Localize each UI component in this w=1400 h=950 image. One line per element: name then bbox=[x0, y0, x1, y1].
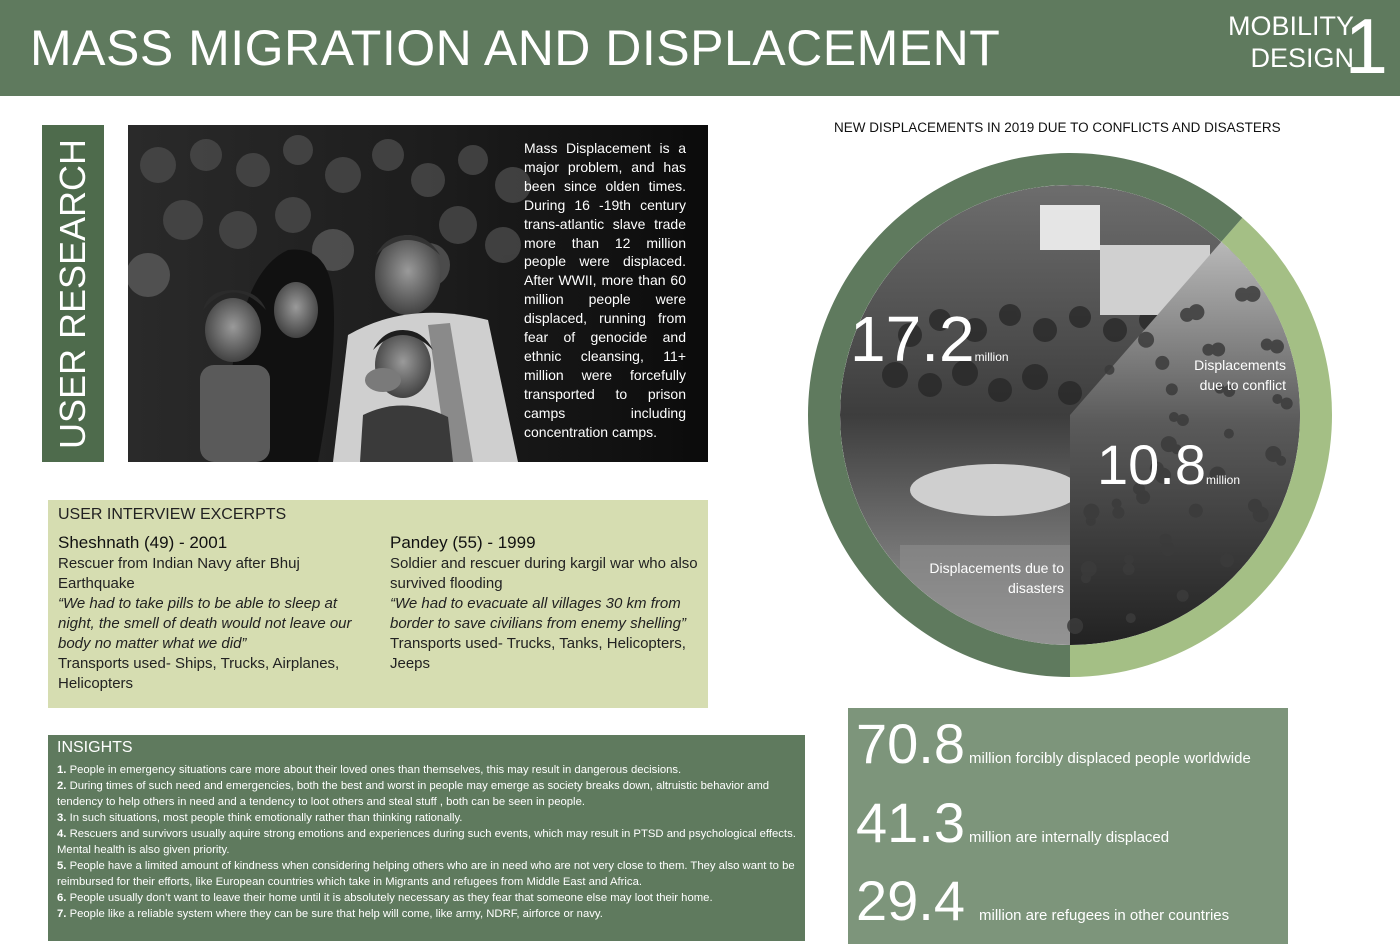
photo-texture-dot bbox=[1138, 332, 1154, 348]
pie-value-disasters bbox=[850, 303, 1009, 375]
course-number: 1 bbox=[1344, 2, 1388, 90]
insight-item: 1. People in emergency situations care more about their loved ones than themselves, this may result in dangerous decisions. bbox=[57, 764, 682, 776]
photo-texture-dot bbox=[1189, 504, 1203, 518]
stats-panel bbox=[848, 708, 1288, 944]
user-research-label: USER RESEARCH bbox=[52, 138, 93, 449]
interview-excerpts-panel bbox=[48, 500, 708, 708]
intro-text: Mass Displacement is a major problem, and has been since olden times. During 16 -19th century trans-atlantic slave trade more than 12 million people were displaced. After WWII, more than 60 million people were displaced, running from fear of genocide and ethnic cleansing, 11+ million were forcefully transported to prison camps including concentration camps. bbox=[524, 140, 686, 440]
pie-value-disasters-unit: million bbox=[974, 350, 1009, 364]
interviewee-name: Pandey (55) - 1999 bbox=[390, 533, 536, 552]
insight-item: 2. During times of such need and emergencies, both the best and worst in people may emerge as society breaks down, altruistic behavior amd tendency to help others in need and a tendency to loot others and steal stuff , both can be seen in people. bbox=[57, 780, 770, 808]
user-research-label-wrap bbox=[44, 125, 102, 462]
interviewee-role: Rescuer from Indian Navy after Bhuj Earthquake bbox=[58, 555, 300, 592]
interview-heading: USER INTERVIEW EXCERPTS bbox=[58, 506, 287, 523]
pie-label-conflict: Displacements due to conflict bbox=[1194, 357, 1286, 393]
crowd-photo bbox=[128, 125, 708, 462]
photo-texture-dot bbox=[1169, 412, 1179, 422]
interview-quote: “We had to evacuate all villages 30 km from border to save civilians from enemy shelling” bbox=[390, 595, 686, 632]
stat-description: million are refugees in other countries bbox=[979, 907, 1230, 924]
photo-texture-dot bbox=[1248, 499, 1262, 513]
photo-texture-dot bbox=[1083, 504, 1099, 520]
photo-texture-dot bbox=[1265, 446, 1281, 462]
photo-texture-dot bbox=[1220, 553, 1234, 567]
interview-transport: Transports used- Trucks, Tanks, Helicopters, Jeeps bbox=[390, 635, 686, 672]
photo-texture-dot bbox=[1124, 554, 1134, 564]
course-line-1: MOBILITY bbox=[1227, 11, 1354, 41]
interview-transport: Transports used- Ships, Trucks, Airplanes, Helicopters bbox=[58, 655, 340, 692]
interview-entry bbox=[58, 532, 370, 694]
photo-texture-dot bbox=[1177, 590, 1189, 602]
photo-texture-dot bbox=[1261, 339, 1273, 351]
stat-value: 41.3 bbox=[856, 791, 965, 854]
photo-texture-dot bbox=[1155, 356, 1169, 370]
pie-value-conflict bbox=[1097, 433, 1241, 496]
stat-row bbox=[856, 869, 1230, 932]
pie-value-conflict-number: 10.8 bbox=[1097, 433, 1206, 496]
insight-item: 6. People usually don’t want to leave their home until it is absolutely necessary as they fear that someone else may loot their home. bbox=[57, 892, 713, 904]
insight-item: 4. Rescuers and survivors usually aquire strong emotions and experiences during such events, which may result in PTSD and psychological effects. Mental health is also given priority. bbox=[57, 828, 796, 856]
photo-texture-dot bbox=[1272, 394, 1282, 404]
interview-entry bbox=[390, 532, 702, 674]
photo-texture-dot bbox=[1112, 498, 1122, 508]
photo-texture-dot bbox=[1067, 618, 1083, 634]
stat-row bbox=[856, 791, 1170, 854]
insight-item: 3. In such situations, most people think emotionally rather than thinking rationally. bbox=[57, 812, 463, 824]
photo-texture-dot bbox=[1126, 613, 1136, 623]
page-title: MASS MIGRATION AND DISPLACEMENT bbox=[30, 20, 1001, 76]
photo-texture-dot bbox=[1202, 344, 1214, 356]
stat-description: million forcibly displaced people worldwide bbox=[969, 750, 1251, 767]
header-bar bbox=[0, 0, 1400, 96]
photo-texture-dot bbox=[1180, 308, 1194, 322]
photo-texture-dot bbox=[1160, 534, 1172, 546]
insight-item: 7. People like a reliable system where they can be sure that help will come, like army, NDRF, airforce or navy. bbox=[57, 908, 603, 920]
interview-quote: “We had to take pills to be able to sleep at night, the smell of death would not leave our body no matter what we did” bbox=[58, 595, 352, 652]
stat-value: 70.8 bbox=[856, 712, 965, 775]
insights-list bbox=[57, 762, 802, 922]
photo-texture-dot bbox=[1281, 398, 1293, 410]
pie-value-conflict-unit: million bbox=[1206, 473, 1241, 487]
pie-value-disasters-number: 17.2 bbox=[850, 303, 975, 375]
stat-value: 29.4 bbox=[856, 869, 965, 932]
photo-texture-dot bbox=[1112, 507, 1124, 519]
photo-texture-dot bbox=[1104, 365, 1114, 375]
insight-item: 5. People have a limited amount of kindness when considering helping others who are in need who are not very close to them. They also want to be reimbursed for their efforts, like European countries which take in Migrants and refugees from Middle East and Africa. bbox=[57, 860, 795, 888]
photo-texture-dot bbox=[1123, 563, 1135, 575]
insights-heading: INSIGHTS bbox=[57, 739, 133, 756]
photo-texture-dot bbox=[1235, 288, 1249, 302]
insights-panel bbox=[48, 735, 805, 941]
displacement-pie-chart bbox=[800, 145, 1340, 685]
pie-label-disasters: Displacements due to disasters bbox=[929, 560, 1064, 596]
pie-svg bbox=[800, 145, 1340, 685]
course-line-2: DESIGN bbox=[1250, 43, 1354, 73]
photo-texture-dot bbox=[1081, 561, 1097, 577]
interviewee-name: Sheshnath (49) - 2001 bbox=[58, 533, 228, 552]
interviewee-role: Soldier and rescuer during kargil war who also survived flooding bbox=[390, 555, 698, 592]
course-label bbox=[1228, 10, 1354, 74]
chart-title: NEW DISPLACEMENTS IN 2019 DUE TO CONFLICTS AND DISASTERS bbox=[834, 120, 1281, 135]
stat-description: million are internally displaced bbox=[969, 829, 1170, 846]
stat-row bbox=[856, 712, 1251, 775]
